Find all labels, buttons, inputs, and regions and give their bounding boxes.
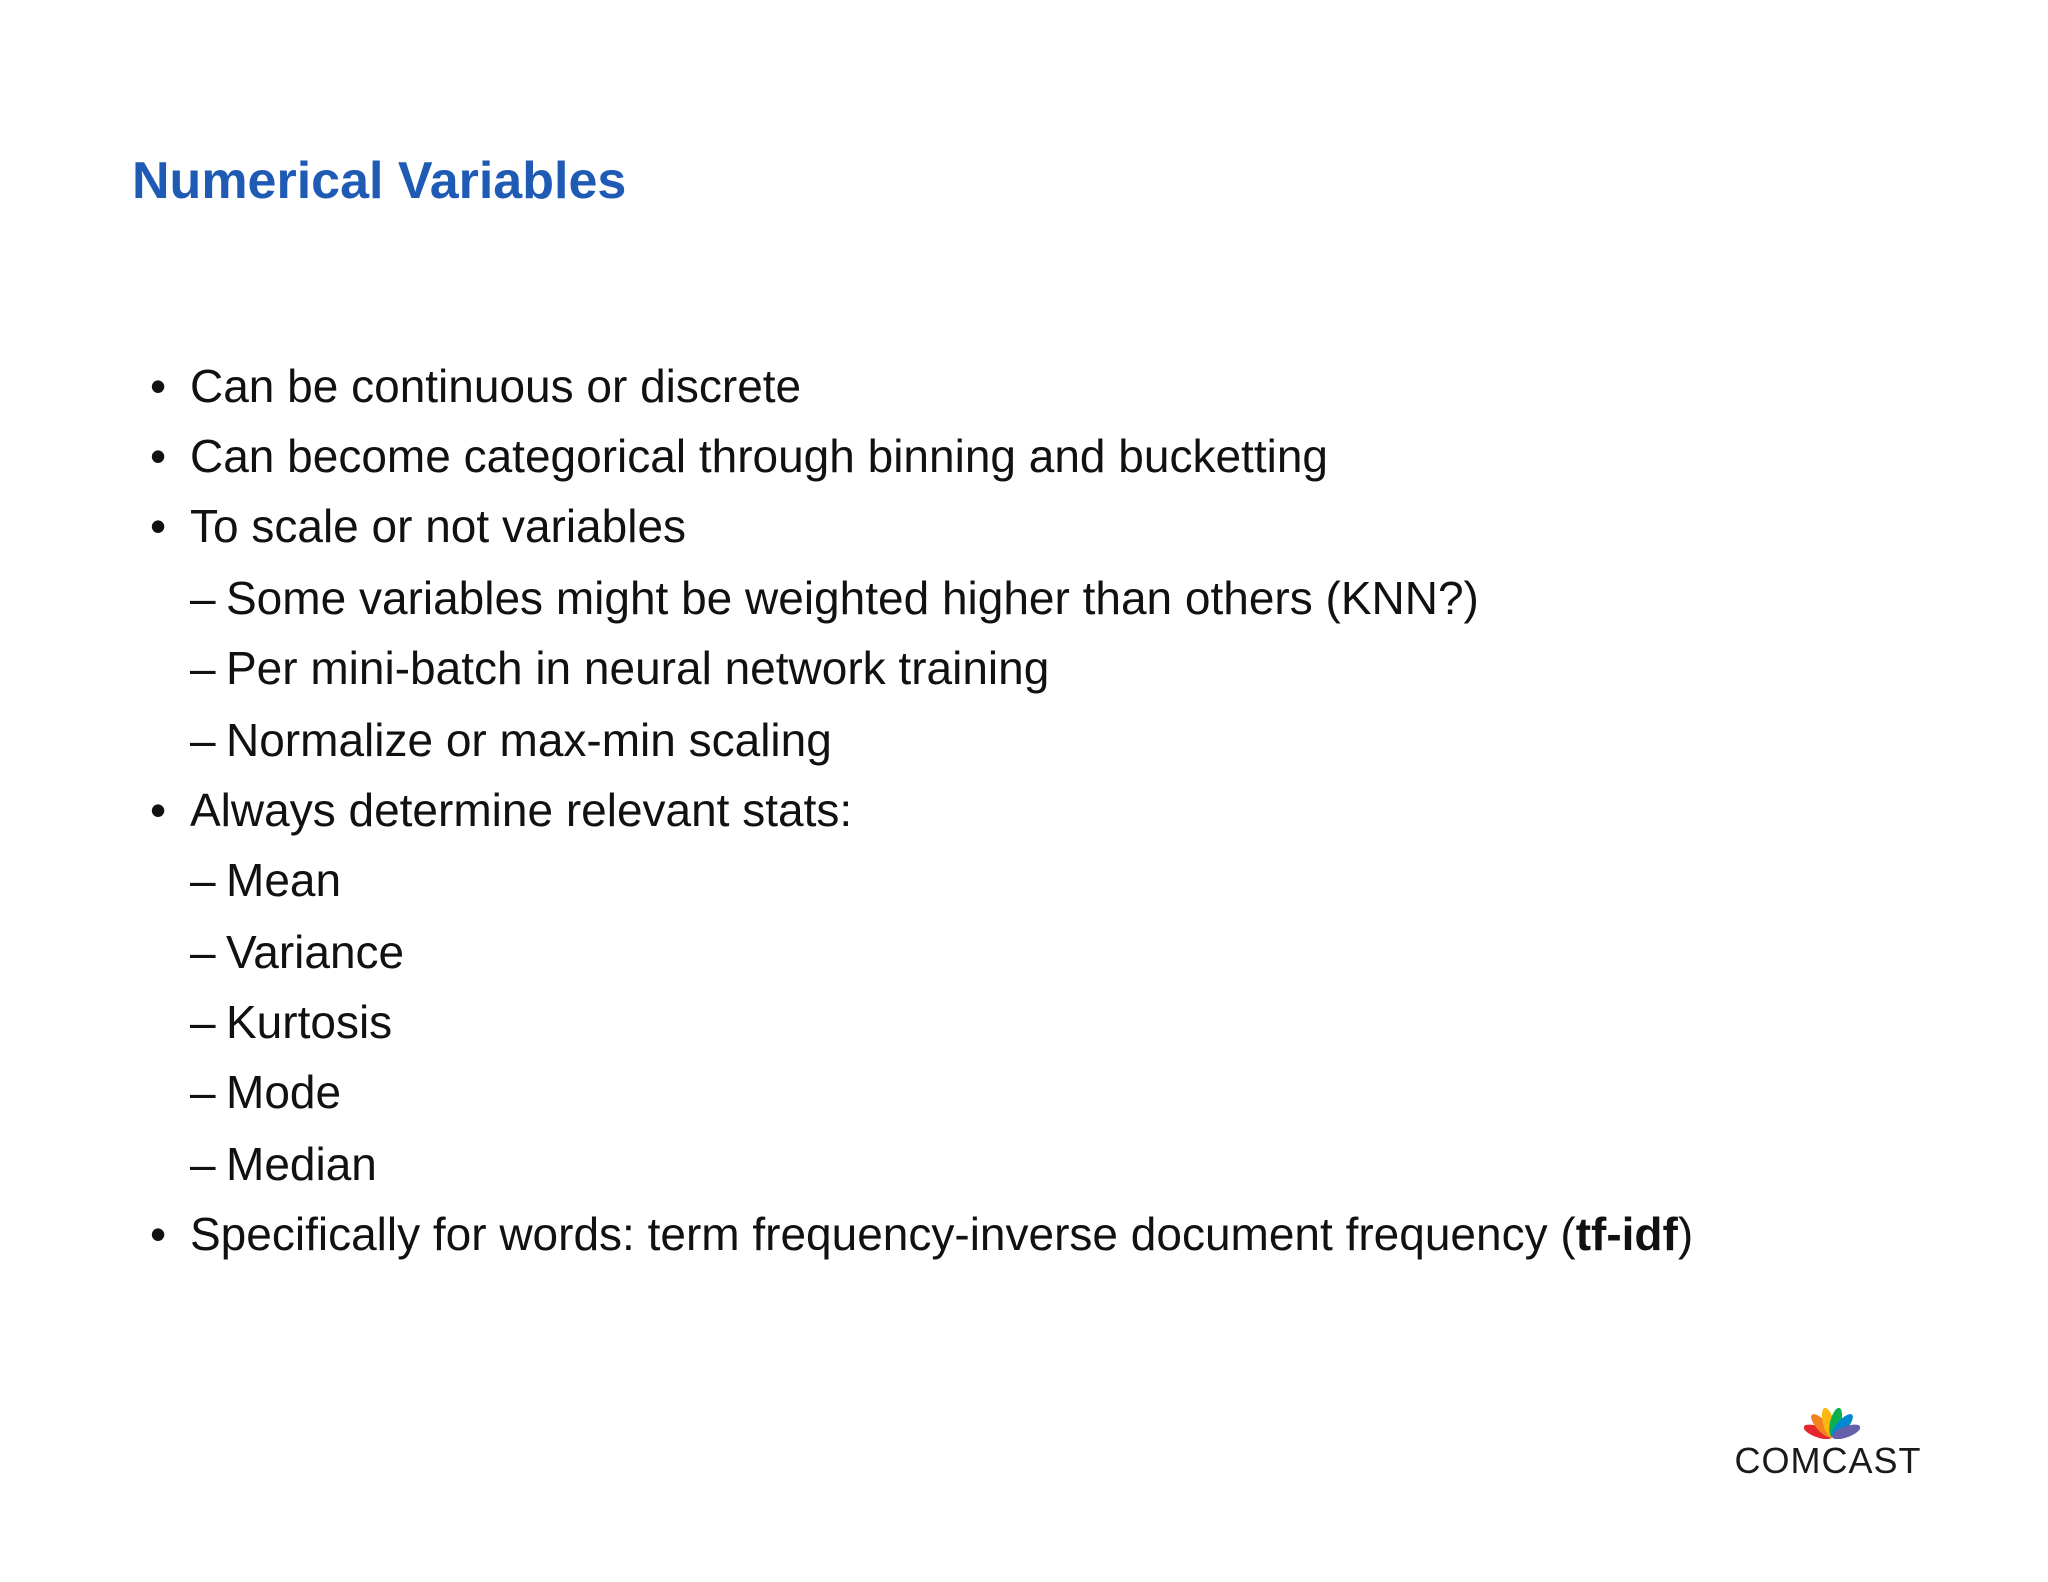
sub-bullet-text: Mode <box>226 1066 342 1118</box>
sub-bullet-item <box>190 850 342 910</box>
sub-bullet-item <box>190 1134 377 1194</box>
sub-bullet-item <box>190 1062 342 1122</box>
dash-marker: – <box>190 1066 216 1118</box>
bullet-item <box>150 780 853 840</box>
bullet-marker: • <box>150 360 167 412</box>
bullet-text: Can be continuous or discrete <box>190 360 802 412</box>
bullet-item <box>150 426 1328 486</box>
sub-bullet-text: Median <box>226 1138 377 1190</box>
bullet-text <box>190 1208 1693 1260</box>
bullet-text-bold: tf-idf <box>1575 1208 1678 1260</box>
bullet-marker: • <box>150 500 167 552</box>
sub-bullet-text: Some variables might be weighted higher than others (KNN?) <box>226 572 1479 624</box>
sub-bullet-item <box>190 922 405 982</box>
peacock-logo-icon <box>1804 1405 1860 1439</box>
bullet-text-after: ) <box>1677 1208 1694 1260</box>
comcast-logo <box>1728 1405 1928 1485</box>
bullet-marker: • <box>150 1208 167 1260</box>
bullet-text: To scale or not variables <box>190 500 687 552</box>
dash-marker: – <box>190 642 216 694</box>
bullet-marker: • <box>150 430 167 482</box>
sub-bullet-text: Kurtosis <box>226 996 393 1048</box>
bullet-item <box>150 356 802 416</box>
sub-bullet-text: Variance <box>226 926 405 978</box>
bullet-text: Can become categorical through binning and bucketting <box>190 430 1328 482</box>
bullet-item <box>150 1204 1694 1264</box>
bullet-item <box>150 496 687 556</box>
sub-bullet-item <box>190 710 832 770</box>
dash-marker: – <box>190 714 216 766</box>
dash-marker: – <box>190 1138 216 1190</box>
dash-marker: – <box>190 926 216 978</box>
sub-bullet-item <box>190 992 393 1052</box>
dash-marker: – <box>190 572 216 624</box>
dash-marker: – <box>190 854 216 906</box>
sub-bullet-item <box>190 638 1050 698</box>
sub-bullet-text: Normalize or max-min scaling <box>226 714 832 766</box>
sub-bullet-text: Mean <box>226 854 342 906</box>
bullet-text-before: Specifically for words: term frequency-inverse document frequency ( <box>190 1208 1576 1260</box>
bullet-marker: • <box>150 784 167 836</box>
bullet-text: Always determine relevant stats: <box>190 784 853 836</box>
sub-bullet-text: Per mini-batch in neural network training <box>226 642 1050 694</box>
dash-marker: – <box>190 996 216 1048</box>
slide-title: Numerical Variables <box>132 152 627 210</box>
logo-wordmark: COMCAST <box>1734 1440 1922 1481</box>
sub-bullet-item <box>190 568 1479 628</box>
